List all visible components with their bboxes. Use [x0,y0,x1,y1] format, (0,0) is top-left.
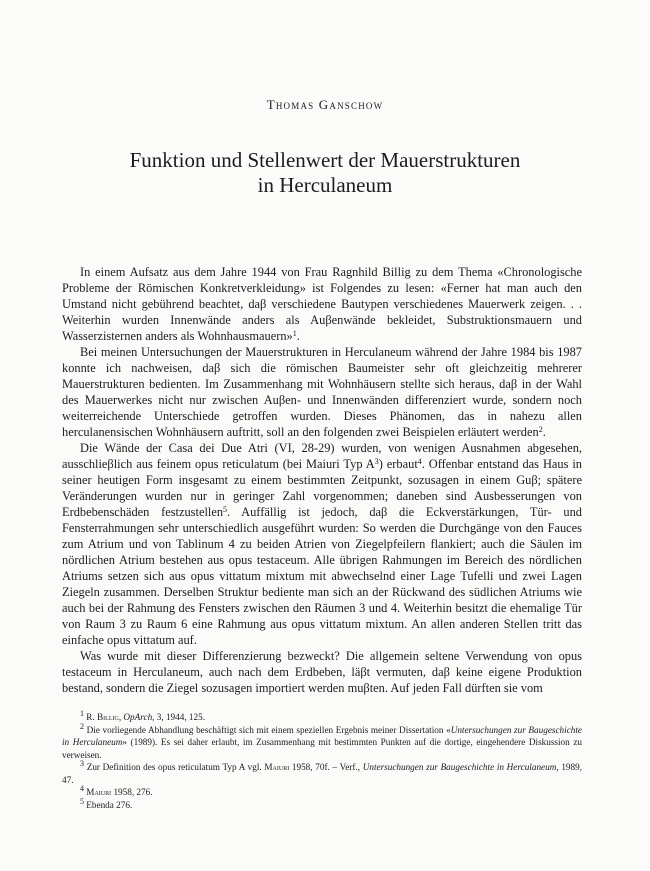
footnote-5: $^5$ Ebenda 276. [80,796,133,810]
footnotes [62,711,582,811]
footnote-ref-5[interactable]: 5 [223,505,228,514]
author-name: Thomas Ganschow [266,97,384,112]
footnote-3: $^3$ Zur Definition des opus reticulatum Typ A vgl. Maiuri 1958, 70f. – Verf., Untersuchungen zur Baugeschichte in Herculaneum, 1989, 47. [62,759,583,785]
paragraph-1: In einem Aufsatz aus dem Jahre 1944 von Frau Ragnhild Billig zu dem Thema «Chronologische Probleme der Römischen Konkretverkleidung» ist Folgendes zu lesen: «Ferner hat man auch den Umstand nicht gebührend beachtet, daβ verschiedene Bautypen verschiedenes Mauerwerk zeigen. . . Weiterhin wurden Innenwände anders als Auβenwände bekleidet, Substruktionsmauern und Wasserzisternen anders als Wohnhausmauern»$^1$. [62,265,582,343]
paragraph-2: Bei meinen Untersuchungen der Mauerstrukturen in Herculaneum während der Jahre 1984 bis 1987 konnte ich nachweisen, daβ sich die römischen Baumeister sehr oft gleichzeitig mehrerer Mauerstrukturen bedienten. Im Zusammenhang mit Wohnhäusern stellte sich heraus, daβ in der Wahl des Mauerwerkes nicht nur zwischen Auβen- und Innenwänden differenziert wurde, sondern noch weiterreichende Unterschiede getroffen wurden. Dieses Phänomen, das in nahezu allen herculanensischen Wohnhäusern auftritt, soll an den folgenden zwei Beispielen erläutert werden$^2$. [62,345,582,439]
paragraph-4: Was wurde mit dieser Differenzierung bezweckt? Die allgemein seltene Verwendung von opus testaceum in Herculaneum, auch nach dem Erdbeben, läβt vermuten, daβ keine eigene Produktion bestand, sondern die Ziegel sozusagen importiert werden muβten. Auf jeden Fall dürften sie vom [62,649,582,695]
footnote-1: $^1$ R. Billig, OpArch, 3, 1944, 125. [80,709,205,722]
footnote-2: $^2$ Die vorliegende Abhandlung beschäftigt sich mit einem speziellen Ergebnis meiner Dissertation «Untersuchungen zur Baugeschichte in Herculaneum» (1989). Es sei daher erlaubt, im Zusammenhang mit bestimmten Punkten auf die dortige, eingehendere Diskussion zu verweisen. [62,721,582,760]
footnote-ref-1[interactable]: 1 [292,329,297,338]
paragraph-3: Die Wände der Casa dei Due Atri (VI, 28-29) wurden, von wenigen Ausnahmen abgesehen, ausschlieβlich aus feinem opus reticulatum (bei Maiuri Typ $A^3$) erbaut$^4$. Offenbar entstand das Haus in seiner heutigen Form insgesamt zu einem bestimmten Zeitpunkt, sozusagen in einem Guβ; spätere Veränderungen wurden nur in geringer Zahl vorgenommen; daneben sind Ausbesserungen von Erdbebenschäden festzustellen$^5$. Auffällig ist jedoch, daβ die Eckverstärkungen, Tür- und Fensterrahmungen sehr unterschiedlich ausgeführt wurden: So werden die Durchgänge von den Fauces zum Atrium und von Tablinum 4 zu beiden Atrien von Ziegelpfeilern flankiert; auch die Säulen im nördlichen Atrium bestehen aus opus testaceum. Alle übrigen Rahmungen im Bereich des nördlichen Atriums setzen sich aus opus vittatum mixtum mit abwechselnd einer Lage Tufelli und zwei Lagen Ziegeln zusammen. Derselben Struktur bediente man sich an der Rückwand des südlichen Atriums wie auch bei der Rahmung des Fensters zwischen den Räumen 3 und 4. Weiterhin besitzt die ehemalige Tür von Raum 3 zu Raum 6 eine Rahmung aus opus vittatum mixtum. An allen anderen Stellen tritt das einfache opus vittatum auf. [62,441,582,647]
footnote-ref-2[interactable]: 2 [538,425,543,434]
title-line-1: Funktion und Stellenwert der Mauerstrukturen [129,148,521,172]
footnote-ref-4[interactable]: 4 [417,457,422,466]
footnote-4: $^4$ Maiuri 1958, 276. [80,784,153,797]
article-body [62,264,582,696]
title-line-2: in Herculaneum [257,173,393,197]
footnote-ref-3[interactable]: 3 [374,457,379,466]
article-title [0,148,650,198]
